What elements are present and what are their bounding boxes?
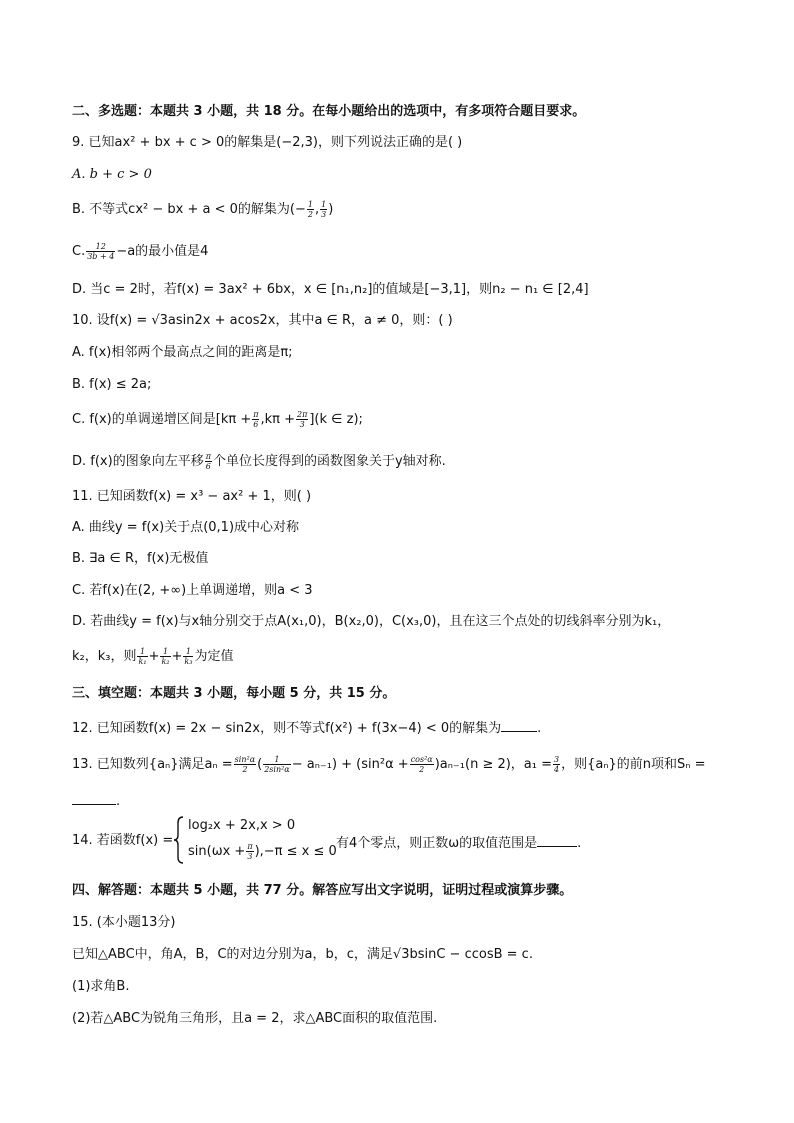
q9-option-b: B. 不等式cx² − bx + a < 0的解集为(− $\frac{1}{2}$ , $\frac{1}{3}$ )	[72, 200, 334, 219]
section-heading-solutions: 四、解答题：本题共 5 小题，共 77 分。解答应写出文字说明，证明过程或演算步骤。	[72, 883, 573, 898]
q11-option-d-line1: D. 若曲线y = f(x)与x轴分别交于点A(x₁,0)，B(x₂,0)，C(x₃,0)，且在这三个点处的切线斜率分别为k₁，	[72, 614, 671, 629]
q9-option-c: C. $\frac{12}{3b + 4}$ −a的最小值是4	[72, 242, 209, 261]
q15-part-1: (1)求角B.	[72, 979, 130, 994]
question-12: 12. 已知函数f(x) = 2x − sin2x，则不等式f(x²) + f(3x−4) < 0的解集为 .	[72, 717, 541, 738]
q11-option-c: C. 若f(x)在(2, +∞)上单调递增，则a < 3	[72, 583, 313, 598]
q14-case-1: log₂x + 2x,x > 0	[188, 818, 296, 833]
q10-option-d: D. f(x)的图象向左平移 $\frac{\pi}{6}$ 个单位长度得到的函数图象关于y轴对称.	[72, 452, 446, 471]
section-heading-multiple-choice: 二、多选题：本题共 3 小题，共 18 分。在每小题给出的选项中，有多项符合题目要求。	[72, 104, 586, 119]
q11-option-a: A. 曲线y = f(x)关于点(0,1)成中心对称	[72, 520, 300, 535]
q10-option-b: B. f(x) ≤ 2a;	[72, 377, 152, 392]
q11-option-b: B. ∃a ∈ R，f(x)无极值	[72, 551, 209, 566]
q12-answer-blank[interactable]	[501, 717, 537, 732]
question-15-stem: 已知△ABC中，角A，B，C的对边分别为a，b，c，满足√3bsinC − ccosB = c.	[72, 947, 533, 962]
question-15-title: 15. (本小题13分)	[72, 915, 176, 930]
q15-part-2: (2)若△ABC为锐角三角形，且a = 2，求△ABC面积的取值范围.	[72, 1011, 438, 1026]
q13-answer-blank[interactable]	[72, 790, 116, 805]
question-11-stem: 11. 已知函数f(x) = x³ − ax² + 1，则( )	[72, 489, 312, 504]
question-13: 13. 已知数列{aₙ}满足aₙ = $\frac{\text{sin²α}}{2}$ ( $\frac{1}{\text{2sin²α}}$ − aₙ₋₁) + (sin²α + $\frac{\text{cos²α}}{2}$ )aₙ₋₁(n ≥ 2)，a₁ = $\frac{3}{4}$ ，则{aₙ}的前n项和Sₙ =	[72, 755, 706, 774]
question-9-stem: 9. 已知ax² + bx + c > 0的解集是(−2,3)，则下列说法正确的是( )	[72, 135, 463, 150]
q9-option-d: D. 当c = 2时，若f(x) = 3ax² + 6bx，x ∈ [n₁,n₂]的值域是[−3,1]，则n₂ − n₁ ∈ [2,4]	[72, 282, 589, 297]
q9-option-a: A. b + c > 0	[72, 167, 152, 182]
q14-answer-blank[interactable]	[537, 832, 577, 847]
q10-option-c: C. f(x)的单调递增区间是[kπ + $\frac{\pi}{6}$ ,kπ + $\frac{2\pi}{3}$ ](k ∈ z);	[72, 410, 363, 429]
question-14-lead: 14. 若函数f(x) =	[72, 833, 174, 848]
q14-case-2: sin(ωx + $\frac{\pi}{3}$ ),−π ≤ x ≤ 0	[188, 842, 337, 861]
q10-option-a: A. f(x)相邻两个最高点之间的距离是π;	[72, 345, 293, 360]
question-14-tail: 有4个零点，则正数ω的取值范围是 .	[336, 832, 581, 853]
question-10-stem: 10. 设f(x) = √3asin2x + acos2x，其中a ∈ R，a ≠ 0，则：( )	[72, 313, 453, 328]
section-heading-fill-in: 三、填空题：本题共 3 小题，每小题 5 分，共 15 分。	[72, 686, 396, 701]
q11-option-d-line2: k₂，k₃，则 $\frac{1}{\text{k₁}}$ + $\frac{1}{\text{k₂}}$ + $\frac{1}{\text{k₃}}$ 为定值	[72, 647, 234, 666]
piecewise-brace-icon	[172, 815, 186, 865]
q13-answer-line: .	[72, 790, 120, 811]
